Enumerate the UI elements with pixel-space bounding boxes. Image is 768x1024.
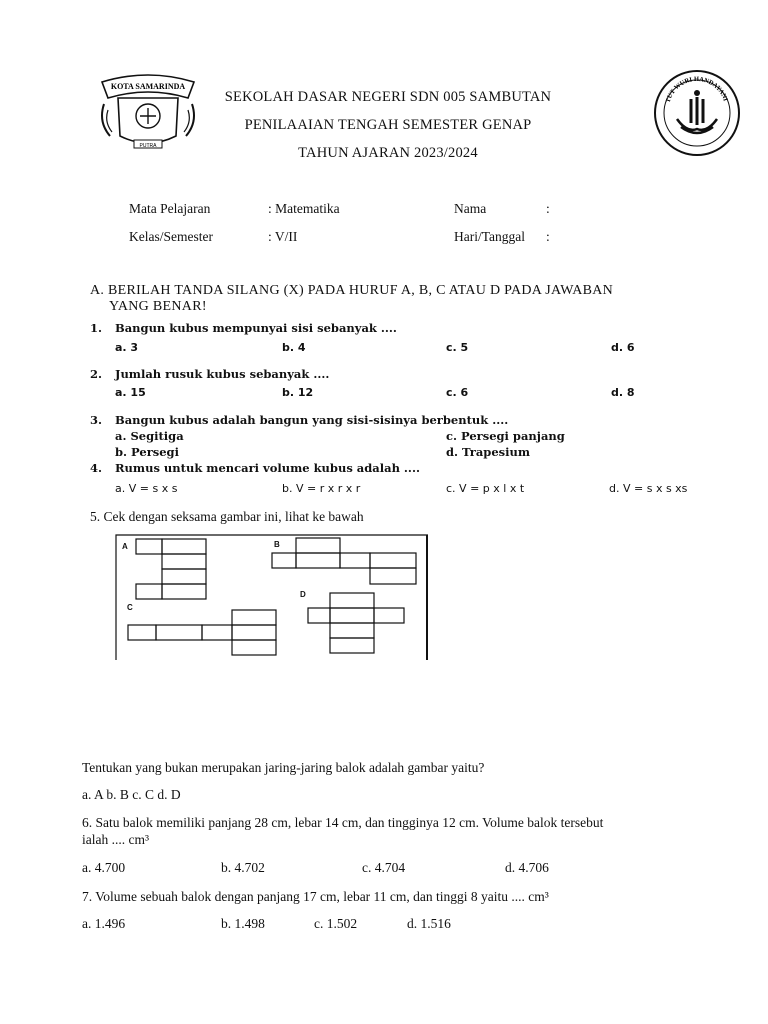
class-value: : V/II (268, 229, 298, 244)
question-5-prompt: Tentukan yang bukan merupakan jaring-jaring balok adalah gambar yaitu? (82, 760, 485, 775)
academic-year: TAHUN AJARAN 2023/2024 (298, 145, 478, 161)
question-number: 3. (90, 413, 103, 427)
option-b: b. V = r x r x r (282, 482, 361, 495)
class-label: Kelas/Semester (129, 229, 213, 244)
net-label-b: B (274, 540, 280, 549)
question-7-text: 7. Volume sebuah balok dengan panjang 17 cm, lebar 11 cm, dan tinggi 8 yaitu .... cm³ (82, 889, 549, 904)
left-school-logo (96, 70, 200, 152)
option-c: c. 6 (446, 386, 469, 399)
nets-figure (114, 533, 430, 661)
option-c: c. Persegi panjang (446, 429, 565, 443)
question-number: 1. (90, 321, 103, 335)
option-d: d. 8 (611, 386, 635, 399)
option-b: b. Persegi (115, 445, 179, 459)
option-b: b. 4.702 (221, 860, 265, 875)
samarinda-emblem-icon (96, 70, 200, 152)
question-number: 2. (90, 367, 103, 381)
question-text: Bangun kubus mempunyai sisi sebanyak .... (115, 321, 397, 335)
option-a: a. 15 (115, 386, 146, 399)
option-b: b. 12 (282, 386, 314, 399)
option-a: a. 4.700 (82, 860, 126, 875)
option-c: c. 4.704 (362, 860, 406, 875)
option-d: d. 4.706 (505, 860, 549, 875)
question-6-text: 6. Satu balok memiliki panjang 28 cm, lebar 14 cm, dan tingginya 12 cm. Volume balok tersebut (82, 815, 604, 830)
option-a: a. V = s x s (115, 482, 178, 495)
date-value: : (546, 229, 550, 244)
option-d: d. 6 (611, 341, 635, 354)
question-text: Rumus untuk mencari volume kubus adalah .... (115, 461, 420, 475)
name-value: : (546, 201, 550, 216)
question-6-text-cont: ialah .... cm³ (82, 832, 150, 847)
svg-text:TUT WURI HANDAYANI: TUT WURI HANDAYANI (664, 75, 729, 104)
question-5-text: 5. Cek dengan seksama gambar ini, lihat ke bawah (90, 509, 364, 524)
option-c: c. V = p x l x t (446, 482, 525, 495)
subject-value: : Matematika (268, 201, 340, 216)
svg-text:KOTA SAMARINDA: KOTA SAMARINDA (110, 82, 186, 91)
tut-wuri-handayani-icon (653, 69, 741, 157)
option-b: b. 4 (282, 341, 306, 354)
name-label: Nama (454, 201, 487, 216)
section-a-instruction-cont: YANG BENAR! (109, 299, 207, 314)
box-nets-diagram (114, 533, 430, 661)
option-c: c. 1.502 (314, 916, 358, 931)
option-d: d. V = s x s xs (609, 482, 688, 495)
option-a: a. 3 (115, 341, 139, 354)
question-text: Bangun kubus adalah bangun yang sisi-sisinya berbentuk .... (115, 413, 509, 427)
question-number: 4. (90, 461, 103, 475)
subject-label: Mata Pelajaran (129, 201, 211, 216)
option-d: d. Trapesium (446, 445, 531, 459)
net-label-d: D (300, 590, 306, 599)
option-b: b. 1.498 (221, 916, 265, 931)
question-text: Jumlah rusuk kubus sebanyak .... (115, 367, 330, 381)
option-a: a. 1.496 (82, 916, 126, 931)
date-label: Hari/Tanggal (454, 229, 526, 244)
option-a: a. Segitiga (115, 429, 184, 443)
exam-title: PENILAAIAN TENGAH SEMESTER GENAP (244, 117, 532, 133)
svg-text:PUTRA: PUTRA (139, 143, 157, 149)
option-d: d. 1.516 (407, 916, 451, 931)
school-name: SEKOLAH DASAR NEGERI SDN 005 SAMBUTAN (224, 89, 552, 105)
net-label-c: C (127, 603, 133, 612)
section-a-instruction: A. BERILAH TANDA SILANG (X) PADA HURUF A, B, C ATAU D PADA JAWABAN (90, 283, 614, 298)
net-label-a: A (122, 542, 128, 551)
option-c: c. 5 (446, 341, 469, 354)
question-5-options: a. A b. B c. C d. D (82, 787, 181, 802)
right-tut-wuri-logo (653, 69, 741, 157)
